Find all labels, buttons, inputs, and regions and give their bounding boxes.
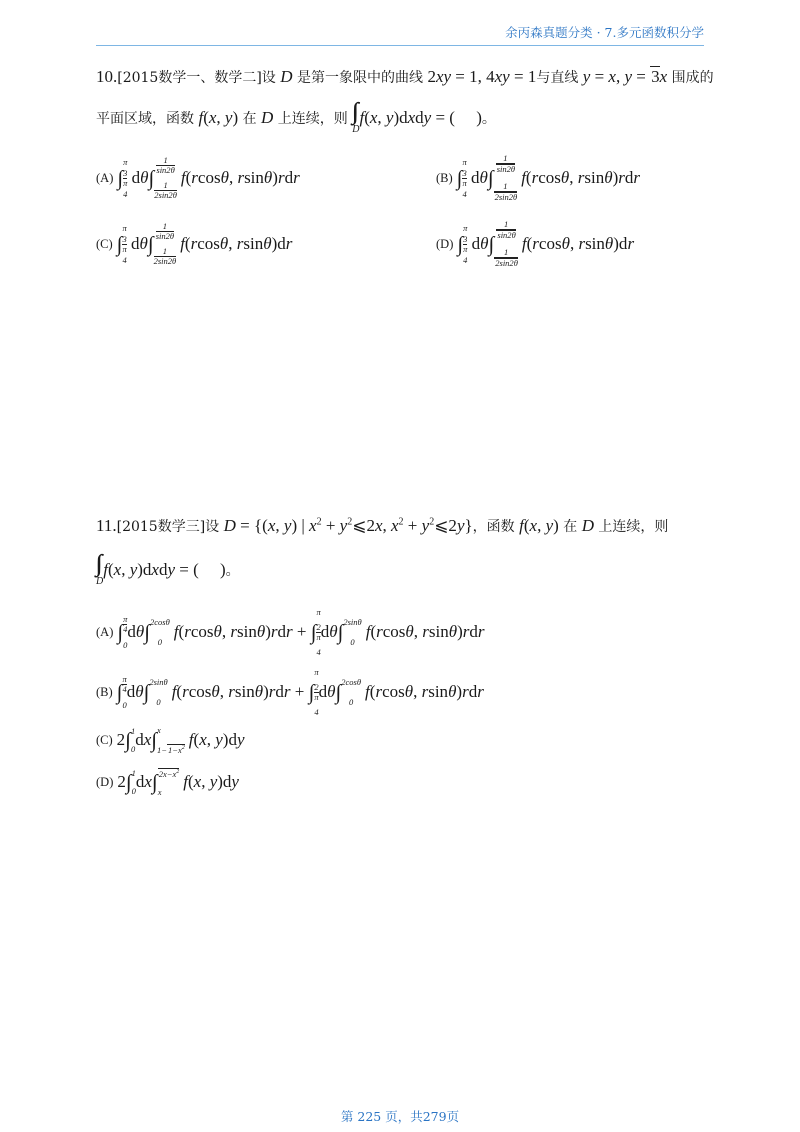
q10-number: 10. (96, 66, 118, 86)
q10-option-b: (B) ∫ π $\frac{3}{\pi}$ 4 d θ ∫ $\frac{1}{\sin 2\theta}$ $\frac{1}{2\sin 2\theta}$ f ( r cos θ , r sin θ ) r d r (436, 153, 640, 203)
q10-option-a: (A) ∫ π $\frac{3}{\pi}$ 4 d θ ∫ $\frac{1}{\sin 2\theta}$ $\frac{1}{2\sin 2\theta}$ f ( r cos θ , r sin θ ) r d r (96, 155, 300, 201)
q11-option-a: (A) ∫ $\frac{\pi}{4}$ 0 d θ ∫ 2cosθ 0 f ( r cos θ , r sin θ ) r d r + ∫ π $\frac{2}{\pi}$ 4 d θ ∫ 2sinθ 0 f ( r cos θ , r sin θ ) r d r (96, 607, 485, 657)
q10-option-c: (C) ∫ π $\frac{3}{\pi}$ 4 d θ ∫ $\frac{1}{\sin 2\theta}$ $\frac{1}{2\sin 2\theta}$ f ( r cos θ , r sin θ )d r (96, 221, 293, 267)
double-integral-sign: D (96, 576, 104, 587)
q11-option-b: (B) ∫ $\frac{\pi}{4}$ 0 d θ ∫ 2sinθ 0 f ( r cos θ , r sin θ ) r d r + ∫ π $\frac{2}{\pi}$ 4 d θ ∫ 2cosθ 0 f ( r cos θ , r sin θ ) r d r (96, 667, 484, 717)
q10-source: [2015数学一、数学二]设 (117, 69, 281, 86)
q11-stem-line1: 11. [2015数学三]设 D = {( x , y ) | x $^2$ + y $^2$⩽2 x , x $^2$ + y $^2$⩽2 y } ，函数 f ( x , y ) 在 D 上连续，则 (96, 516, 669, 535)
q11-source: [2015数学三]设 (116, 519, 224, 535)
page-header: 余丙森真题分类 · 7.多元函数积分学 (96, 22, 704, 46)
q11-option-d: (D) 2 ∫ 1 0 d x ∫ $2x-x^2$ x f ( x , y )d y (96, 768, 239, 797)
q10-option-d: (D) ∫ π $\frac{3}{\pi}$ 4 d θ ∫ $\frac{1}{\sin 2\theta}$ $\frac{1}{2\sin 2\theta}$ f ( r cos θ , r sin θ )d r (436, 219, 635, 269)
q10-stem-line2: 平面区域，函数 f ( x , y ) 在 D 上连续，则 D f ( x , y )d x d y = ( ) 。 (96, 100, 496, 135)
q11-option-c: (C) 2 ∫ 1 0 d x ∫ x $1-1-x^2$ f ( x , y )d y (96, 725, 245, 755)
double-integral-sign: D (352, 124, 360, 135)
q11-number: 11. (96, 516, 117, 535)
q11-stem-line2: D f ( x , y )d x d y = ( ) 。 (96, 552, 240, 587)
q10-stem-line1: 10. [2015数学一、数学二]设 D 是第一象限中的曲线 2 xy = 1, 4 xy = 1 与直线 y = x , y = 3 x 围成的 (96, 66, 714, 86)
page-footer: 第 225 页，共279页 (340, 1109, 460, 1124)
